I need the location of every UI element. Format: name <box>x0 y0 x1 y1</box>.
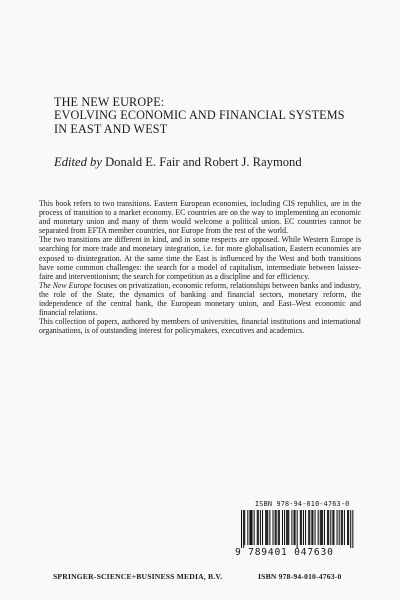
title-line-2: EVOLVING ECONOMIC AND FINANCIAL SYSTEMS <box>54 108 345 123</box>
barcode-bar <box>252 510 253 545</box>
barcode-bar <box>347 510 348 545</box>
barcode-bar <box>291 510 292 545</box>
barcode-bar <box>288 510 289 545</box>
barcode-bar <box>241 510 242 548</box>
barcode-bar <box>344 510 345 545</box>
barcode-bar <box>267 510 268 545</box>
barcode-bar <box>352 510 353 548</box>
barcode-bar <box>324 510 325 545</box>
barcode-bar <box>301 510 302 545</box>
barcode-bar <box>295 510 296 545</box>
barcode-bar <box>322 510 323 545</box>
barcode-bar <box>258 510 259 545</box>
barcode-bar <box>278 510 279 545</box>
barcode-bar <box>287 510 288 545</box>
barcode-bar <box>333 510 334 545</box>
barcode-bar <box>350 510 351 548</box>
barcode-bar <box>275 510 276 545</box>
barcode-bar <box>286 510 287 545</box>
barcode-bar <box>348 510 349 545</box>
barcode-bar <box>257 510 258 545</box>
barcode-bar <box>311 510 312 545</box>
blurb-paragraph-4: This collection of papers, authored by members of universities, financial institutions and international organisations, is of outstanding interest for policymakers, executives and academics. <box>39 317 361 336</box>
barcode-bar <box>337 510 338 545</box>
publisher-name: SPRINGER-SCIENCE+BUSINESS MEDIA, B.V. <box>53 572 223 581</box>
barcode-bar <box>300 510 301 545</box>
barcode-bar <box>279 510 280 545</box>
barcode-bar <box>339 510 340 545</box>
blurb-paragraph-3-text: focuses on privatization, economic reform, relationships between banks and industry, the role of the State, the dynamics of banking and financial sectors, monetary reform, the independence of the central bank, the European monetary union, and East–West economic and financial relations. <box>39 280 361 318</box>
barcode-bars <box>235 510 361 548</box>
barcode-bar <box>327 510 328 545</box>
barcode-bar <box>249 510 250 545</box>
barcode-bar <box>294 510 295 545</box>
title-line-3: IN EAST AND WEST <box>54 121 168 136</box>
barcode-bar <box>332 510 333 545</box>
barcode-bar <box>247 510 248 545</box>
editors-prefix: Edited by <box>54 155 102 169</box>
blurb-paragraph-1: This book refers to two transitions. Eastern European economies, including CIS republics, are in the process of transition to a market economy. EC countries are on the way to implementing an economic and monetary union and many of them would welcome a political union. EC countries cannot be separated from EFTA member countries, nor Europe from the rest of the world. <box>39 199 361 236</box>
book-title <box>54 96 374 136</box>
barcode-bar <box>244 510 245 545</box>
description-blurb <box>39 199 361 335</box>
footer-isbn: ISBN 978-94-010-4763-0 <box>258 572 342 581</box>
barcode-bar <box>269 510 270 545</box>
editors-line <box>54 155 374 169</box>
barcode-bar <box>342 510 343 545</box>
barcode-bar <box>341 510 342 545</box>
barcode-bar <box>309 510 310 545</box>
barcode-bar <box>303 510 304 545</box>
editors-names: Donald E. Fair and Robert J. Raymond <box>105 155 302 169</box>
barcode-isbn-label: ISBN 978-94-010-4763-0 <box>255 500 350 508</box>
barcode-bar <box>312 510 313 545</box>
blurb-paragraph-3 <box>39 281 361 317</box>
barcode-bar <box>243 510 244 548</box>
barcode-bar <box>305 510 306 545</box>
barcode-bar <box>266 510 267 545</box>
barcode-bar <box>262 510 263 545</box>
barcode-bar <box>282 510 283 545</box>
barcode-digits: 9 789401 047630 <box>235 547 334 558</box>
barcode-bar <box>260 510 261 545</box>
blurb-book-title-italic: The New Europe <box>39 280 92 290</box>
barcode-bar <box>308 510 309 545</box>
barcode-bar <box>330 510 331 545</box>
barcode-bar <box>320 510 321 545</box>
title-line-1: THE NEW EUROPE: <box>54 95 165 109</box>
barcode-bar <box>284 510 285 545</box>
barcode-bar <box>276 510 277 545</box>
barcode-bar <box>297 510 298 548</box>
barcode-bar <box>315 510 316 545</box>
barcode-bar <box>254 510 255 545</box>
barcode-bar <box>250 510 251 545</box>
barcode-bar <box>265 510 266 545</box>
barcode-bar <box>321 510 322 545</box>
barcode-bar <box>318 510 319 545</box>
barcode-bar <box>328 510 329 545</box>
blurb-paragraph-2: The two transitions are different in kind, and in some respects are opposed. While Western Europe is searching for more trade and monetary integration, i.e. for more globalisation, Eastern economies are exposed to disintegration. At the same time the East is influenced by the West and both transitions have some common challenges: the search for a model of capitalism, intermediate between laissez-faire and interventionism; the search for competition as a discipline and for efficiency. <box>39 235 361 281</box>
barcode-bar <box>273 510 274 545</box>
barcode-block <box>235 500 361 558</box>
